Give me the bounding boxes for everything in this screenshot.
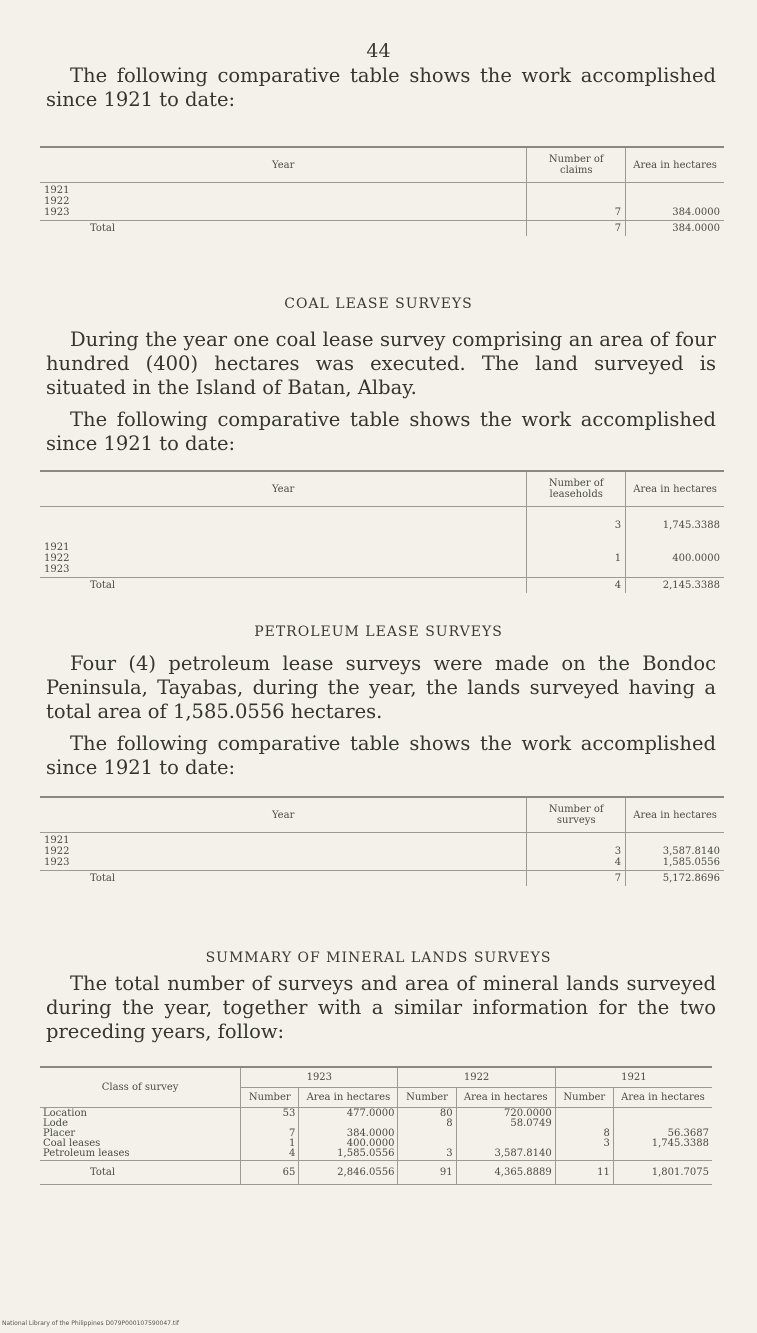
year-1921: 1921	[44, 835, 70, 846]
col-claims-header: Number of claims	[527, 147, 626, 183]
total-area-1923: 2,846.0556	[299, 1161, 398, 1185]
total-area: 384.0000	[626, 221, 724, 237]
numbers-1921	[555, 1108, 613, 1161]
total-leaseholds: 4	[527, 578, 626, 594]
area-1923: 400.0000	[672, 553, 720, 564]
leaseholds-values	[527, 507, 626, 578]
col-surveys-header: Number of surveys	[527, 797, 626, 833]
cell: 56.3687	[667, 1128, 709, 1139]
year-1921-header: 1921	[555, 1067, 712, 1088]
numbers-1923	[241, 1108, 299, 1161]
total-label: Total	[40, 221, 527, 237]
summary-heading: SUMMARY OF MINERAL LANDS SURVEYS	[205, 950, 552, 966]
col-year-header: Year	[40, 797, 527, 833]
cell: 400.0000	[346, 1138, 395, 1149]
summary-paragraph: The total number of surveys and area of mineral lands surveyed during the year, together with a similar information for the two preceding years, follow:	[46, 972, 716, 1043]
surveys-table	[40, 796, 724, 886]
year-1922: 1922	[44, 196, 70, 207]
year-1923-header: 1923	[241, 1067, 398, 1088]
area-1923: 1,585.0556	[662, 857, 720, 868]
area-header: Area in hectares	[613, 1088, 712, 1108]
total-label: Total	[40, 871, 527, 887]
total-label: Total	[40, 578, 527, 594]
class-coal-leases: Coal leases	[43, 1138, 101, 1149]
col-year-header: Year	[40, 147, 527, 183]
total-number-1921: 11	[555, 1161, 613, 1185]
class-location: Location	[43, 1108, 87, 1119]
total-area-1922: 4,365.8889	[456, 1161, 555, 1185]
total-area-1921: 1,801.7075	[613, 1161, 712, 1185]
numbers-1922	[398, 1108, 456, 1161]
leaseholds-table	[40, 470, 724, 593]
total-area: 2,145.3388	[626, 578, 724, 594]
area-1921: 1,745.3388	[662, 520, 720, 531]
petroleum-paragraph: Four (4) petroleum lease surveys were made on the Bondoc Peninsula, Tayabas, during the year, the lands surveyed having a total area of 1,585.0556 hectares.	[46, 652, 716, 723]
class-petroleum-leases: Petroleum leases	[43, 1148, 130, 1159]
col-area-header: Area in hectares	[626, 797, 724, 833]
cell: 1,585.0556	[337, 1148, 395, 1159]
class-placer: Placer	[43, 1128, 76, 1139]
year-1922: 1922	[44, 846, 70, 857]
cell: 3,587.8140	[494, 1148, 552, 1159]
cell: 58.0749	[510, 1118, 552, 1129]
intro-paragraph-1: The following comparative table shows the work accomplished since 1921 to date:	[46, 64, 716, 111]
year-1921: 1921	[44, 185, 70, 196]
leaseholds-1923: 1	[614, 553, 622, 564]
col-leaseholds-header: Number of leaseholds	[527, 471, 626, 507]
coal-heading: COAL LEASE SURVEYS	[284, 296, 473, 312]
number-header: Number	[555, 1088, 613, 1108]
areas-1921	[613, 1108, 712, 1161]
class-lode: Lode	[43, 1118, 68, 1129]
intro-paragraph-3: The following comparative table shows the work accomplished since 1921 to date:	[46, 732, 716, 779]
col-year-header: Year	[40, 471, 527, 507]
year-list	[40, 833, 527, 871]
cell: 3	[603, 1138, 610, 1149]
coal-paragraph: During the year one coal lease survey comprising an area of four hundred (400) hectares was executed. The land surveyed is situated in the Island of Batan, Albay.	[46, 328, 716, 399]
year-1921: 1921	[44, 542, 70, 553]
summary-table	[40, 1066, 712, 1185]
cell: 3	[446, 1148, 453, 1159]
cell: 4	[289, 1148, 296, 1159]
area-header: Area in hectares	[299, 1088, 398, 1108]
intro-paragraph-2: The following comparative table shows the work accomplished since 1921 to date:	[46, 408, 716, 455]
year-1923: 1923	[44, 207, 70, 218]
area-values	[626, 507, 724, 578]
year-1922: 1922	[44, 553, 70, 564]
cell: 80	[439, 1108, 453, 1119]
class-list	[40, 1108, 241, 1161]
number-header: Number	[398, 1088, 456, 1108]
cell: 8	[446, 1118, 453, 1129]
cell: 1,745.3388	[651, 1138, 709, 1149]
total-label: Total	[40, 1161, 241, 1185]
claims-1923: 7	[527, 183, 626, 221]
year-1923: 1923	[44, 564, 70, 575]
cell: 7	[289, 1128, 296, 1139]
claims-table	[40, 146, 724, 236]
leaseholds-1921: 3	[614, 520, 622, 531]
areas-1923	[299, 1108, 398, 1161]
total-area: 5,172.8696	[626, 871, 724, 887]
area-1923: 384.0000	[626, 183, 724, 221]
year-1923: 1923	[44, 857, 70, 868]
cell: 53	[282, 1108, 296, 1119]
cell: 477.0000	[346, 1108, 395, 1119]
class-header: Class of survey	[40, 1067, 241, 1108]
areas-1922	[456, 1108, 555, 1161]
cell: 384.0000	[346, 1128, 395, 1139]
number-header: Number	[241, 1088, 299, 1108]
total-claims: 7	[527, 221, 626, 237]
page-number: 44	[366, 40, 391, 62]
year-list	[40, 183, 527, 221]
surveys-1923: 4	[614, 857, 622, 868]
scan-footer: National Library of the Philippines D079P000107590047.tif	[2, 1320, 180, 1327]
surveys-1922: 3	[614, 846, 622, 857]
cell: 1	[289, 1138, 296, 1149]
cell: 720.0000	[503, 1108, 552, 1119]
total-number-1923: 65	[241, 1161, 299, 1185]
area-values	[626, 833, 724, 871]
area-1922: 3,587.8140	[662, 846, 720, 857]
col-area-header: Area in hectares	[626, 471, 724, 507]
petroleum-heading: PETROLEUM LEASE SURVEYS	[254, 624, 503, 640]
total-surveys: 7	[527, 871, 626, 887]
cell: 8	[603, 1128, 610, 1139]
year-list	[40, 507, 527, 578]
col-area-header: Area in hectares	[626, 147, 724, 183]
total-number-1922: 91	[398, 1161, 456, 1185]
area-header: Area in hectares	[456, 1088, 555, 1108]
surveys-values	[527, 833, 626, 871]
year-1922-header: 1922	[398, 1067, 555, 1088]
